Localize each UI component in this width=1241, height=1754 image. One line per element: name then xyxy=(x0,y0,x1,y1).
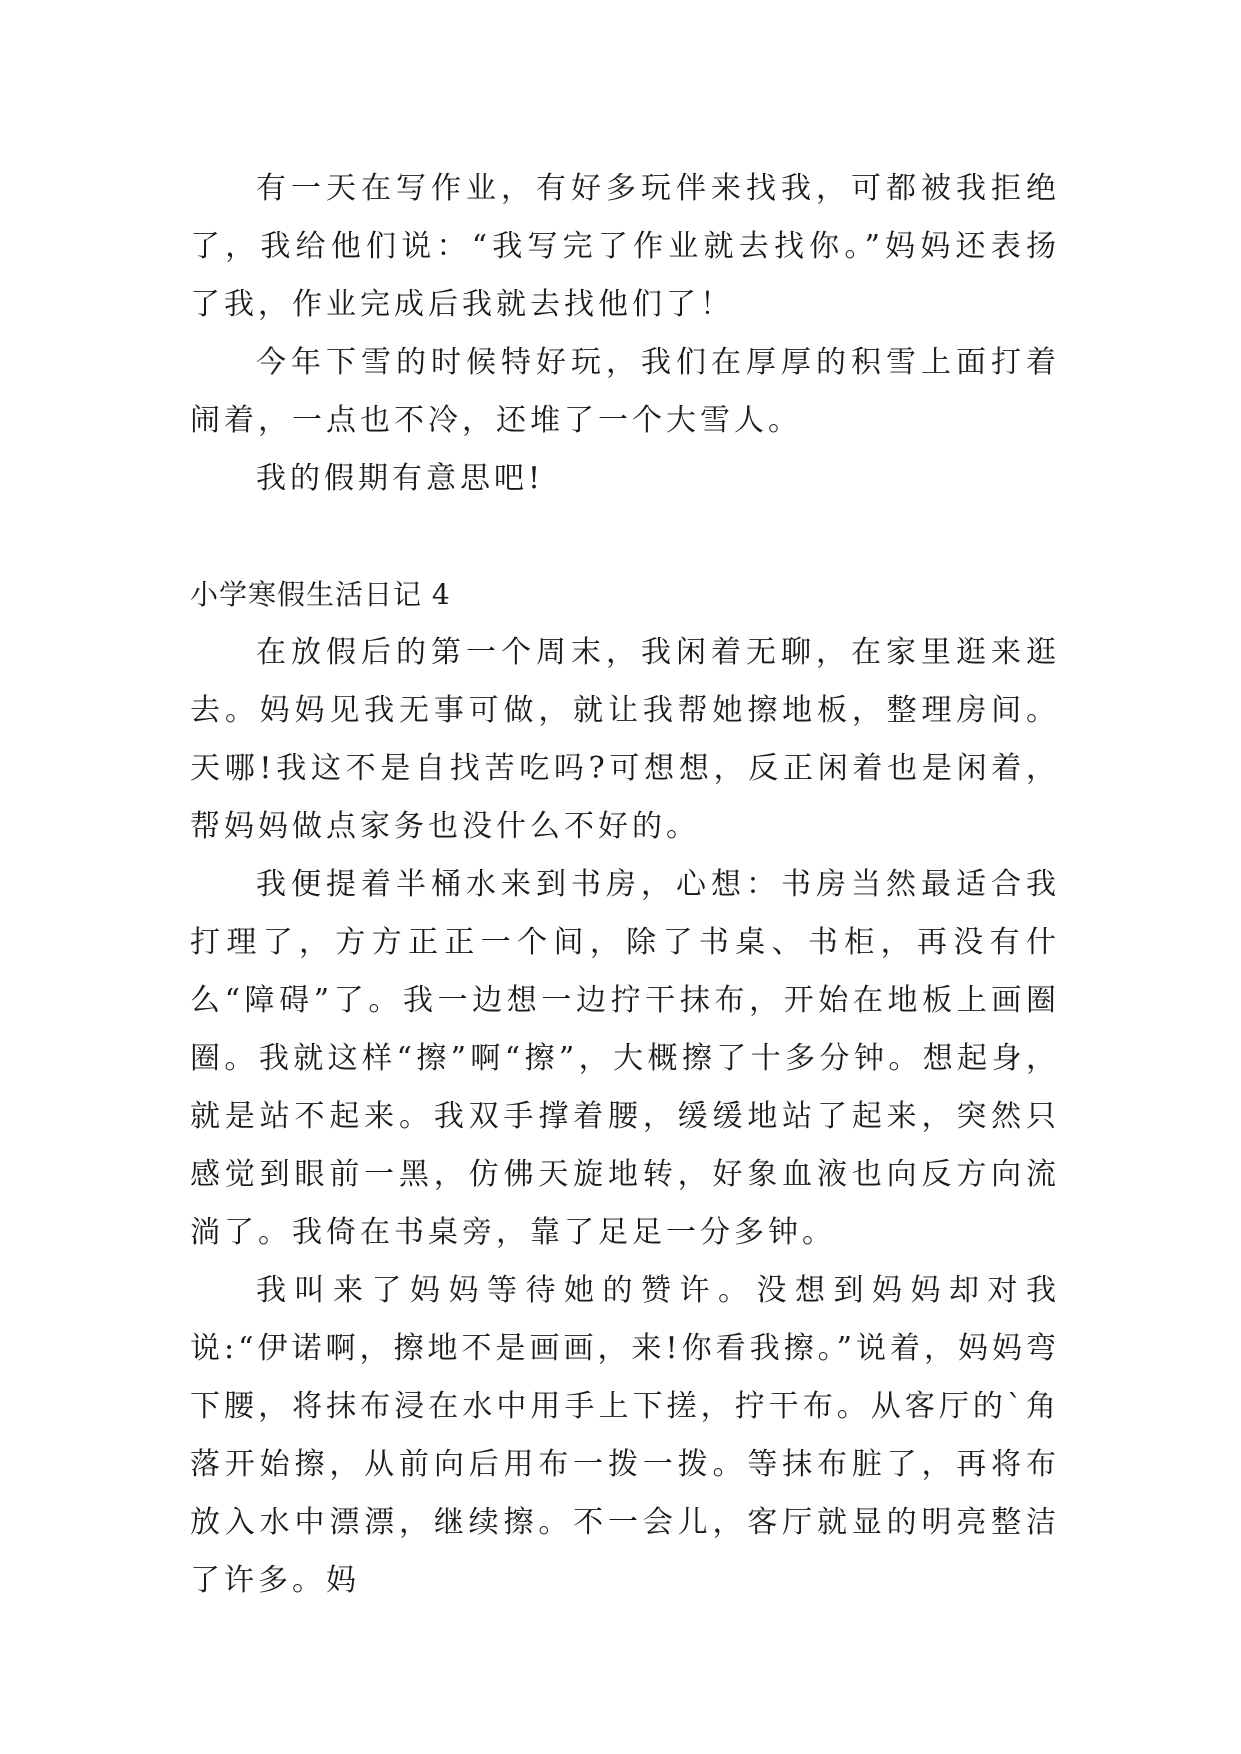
paragraph-holiday-fun: 我的假期有意思吧! xyxy=(256,461,545,496)
document-page xyxy=(190,160,1060,1610)
paragraph-mom-cleaning: 我叫来了妈妈等待她的赞许。没想到妈妈却对我说:“伊诺啊，擦地不是画画，来!你看我擦。”说着，妈妈弯下腰，将抹布浸在水中用手上下搓，拧干布。从客厅的`角落开始擦，从前向后用布一拨一拨。等抹布脏了，再将布放入水中漂漂，继续擦。不一会儿，客厅就显的明亮整洁了许多。妈 xyxy=(190,1273,1060,1598)
section-heading: 小学寒假生活日记 4 xyxy=(190,578,451,611)
paragraph-weekend: 在放假后的第一个周末，我闲着无聊，在家里逛来逛去。妈妈见我无事可做，就让我帮她擦地板，整理房间。天哪!我这不是自找苦吃吗?可想想，反正闲着也是闲着，帮妈妈做点家务也没什么不好的。 xyxy=(190,635,1060,844)
paragraph-homework: 有一天在写作业，有好多玩伴来找我，可都被我拒绝了，我给他们说：“我写完了作业就去找你。”妈妈还表扬了我，作业完成后我就去找他们了！ xyxy=(190,171,1060,322)
paragraph-study-room: 我便提着半桶水来到书房，心想：书房当然最适合我打理了，方方正正一个间，除了书桌、书柜，再没有什么“障碍”了。我一边想一边拧干抹布，开始在地板上画圈圈。我就这样“擦”啊“擦”，大概擦了十多分钟。想起身，就是站不起来。我双手撑着腰，缓缓地站了起来，突然只感觉到眼前一黑，仿佛天旋地转，好象血液也向反方向流淌了。我倚在书桌旁，靠了足足一分多钟。 xyxy=(190,867,1060,1250)
section-spacer xyxy=(190,508,1060,566)
paragraph-snow: 今年下雪的时候特好玩，我们在厚厚的积雪上面打着闹着，一点也不冷，还堆了一个大雪人。 xyxy=(190,345,1060,438)
